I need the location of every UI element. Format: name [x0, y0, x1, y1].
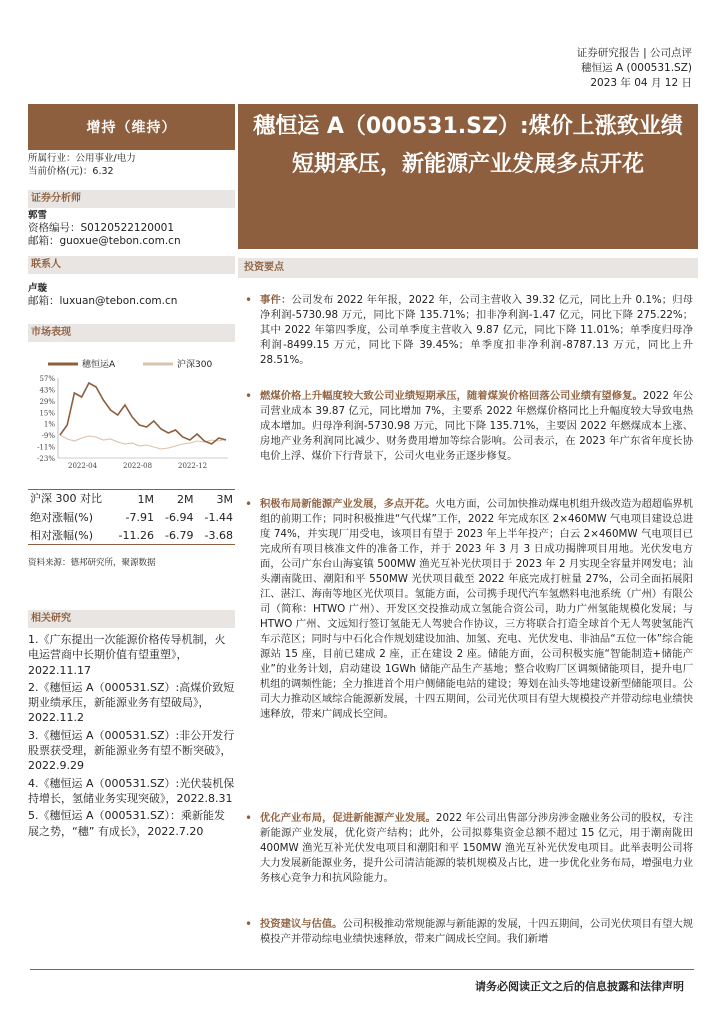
research-item[interactable]: 2.《穗恒运 A（000531.SZ）:高煤价致短期业绩承压，新能源业务有望破局》，2022.11.2 [28, 680, 235, 725]
bullet-icon: • [245, 811, 253, 825]
analyst-email[interactable]: 邮箱：guoxue@tebon.com.cn [28, 235, 181, 247]
perf-value: -3.68 [204, 528, 233, 542]
bullet-text: 火电方面，公司加快推动煤电机组升级改造为超超临界机组的前期工作；同时积极推进“气代煤”工作，2022 年完成东区 2×460MW 气电项目建设总进度 74%，并实现厂用受电，该项目有望于 2023 年上半年投产；白云 2×460MW 气电项目已完成所有项目核准文件的准备工作，并于 2023 年 3 月 3 日成功揭牌项目用地。光伏发电方面，公司广东台山海宴镇 500MW 渔光互补光伏项目于 2023 年 2 月实现全容量并网发电；汕头潮南陇田、潮阳和平 550MW 光伏项目截至 2022 年底完成打桩量 27%，公司全面拓展阳江、湛江、海南等地区光伏项目。氢能方面，公司携手现代汽车氢燃料电池系统（广州）有限公司（简称：HTWO 广州）、开发区交投推动成立氢能合资公司，助力广州氢能规模化发展；与 HTWO 广州、文远知行签订氢能无人驾驶合作协议，三方将联合打造全球首个无人驾驶氢能汽车示范区；同时与中石化合作规划建设加油、加氢、充电、光伏发电、非油品“五位一体”综合能源站 15 座，目前已建成 2 座，正在建设 2 座。储能方面，公司积极实施“智能制造+储能产业”的业务计划，启动建设 1GWh 储能产品生产基地；整合收购厂区调频储能项目，提升电厂机组的调频性能；全力推进首个用户侧储能电站的建设；筹划在汕头等地建设新型储能项目。公司大力推动区域综合能源新发展，十四五期间，公司光伏项目有望大规模投产并带动综电业绩快速释放，带来广阔成长空间。 [260, 498, 694, 720]
report-header [577, 46, 692, 91]
y-tick-label: 29% [39, 397, 55, 406]
rating-label: 增持（维持） [86, 120, 177, 136]
bullet-lead: 优化产业布局，促进新能源产业发展。 [260, 812, 436, 824]
x-tick-label: 2022-04 [68, 462, 98, 470]
bullet-icon: • [245, 917, 253, 931]
investment-highlights-heading: 投资要点 [238, 258, 698, 278]
analyst-name: 郭雪 [28, 210, 48, 221]
contact-email[interactable]: 邮箱：luxuan@tebon.com.cn [28, 295, 178, 307]
performance-table [28, 489, 235, 545]
legend-label: 沪深300 [177, 360, 213, 370]
bullet-coal-price [243, 389, 693, 464]
report-title: 穗恒运 A（000531.SZ）:煤价上涨致业绩短期承压，新能源产业发展多点开花 [238, 104, 698, 249]
report-date: 2023 年 04 月 12 日 [590, 77, 692, 89]
x-tick-label: 2022-12 [178, 462, 208, 470]
bullet-text: 2022 年公司出售部分涉房涉金融业务公司的股权，专注新能源产业发展，优化资产结构；此外，公司拟募集资金总额不超过 15 亿元，用于潮南陇田 400MW 渔光互补光伏发电项目和潮阳和平 150MW 渔光互补光伏发电项目。此举表明公司将大力发展新能源业务，提升公司清洁能源的装机规模及占比，进一步优化业务布局，增强电力业务核心竞争力和抗风险能力。 [260, 812, 693, 884]
bullet-icon: • [245, 497, 253, 511]
contact-heading: 联系人 [28, 256, 235, 274]
bullet-lead: 事件： [260, 294, 292, 306]
performance-chart-svg [28, 354, 235, 484]
perf-col-2m: 2M [176, 492, 194, 506]
research-heading: 相关研究 [28, 610, 235, 628]
research-item[interactable]: 5.《穗恒运 A（000531.SZ）：乘新能发展之势，“穗” 有成长》，2022.7.20 [28, 809, 226, 838]
research-item[interactable]: 1.《广东提出一次能源价格传导机制，火电运营商中长期价值有望重塑》，2022.11.17 [28, 633, 226, 677]
y-tick-label: -11% [37, 443, 55, 452]
perf-row-label: 绝对涨幅(%) [30, 511, 94, 524]
bullet-lead: 投资建议与估值。 [260, 918, 343, 930]
legend-label: 穗恒运A [82, 360, 116, 370]
research-item[interactable]: 3.《穗恒运 A（000531.SZ）:非公开发行股票获受理，新能源业务有望不断突破》，2022.9.29 [28, 728, 235, 773]
bullet-layout [243, 811, 693, 886]
series-line [60, 383, 226, 444]
perf-value: -6.79 [165, 528, 194, 542]
perf-value: -7.91 [125, 510, 154, 524]
y-tick-label: 15% [39, 409, 55, 418]
y-tick-label: 43% [39, 386, 55, 395]
y-tick-label: 57% [39, 375, 55, 383]
bullet-text: 公司积极推动常规能源与新能源的发展，十四五期间，公司光伏项目有望大规模投产并带动综电业绩快速释放，带来广阔成长空间。我们新增 [260, 918, 694, 945]
perf-header-row [28, 490, 235, 508]
bullet-icon: • [245, 389, 253, 403]
bullet-lead: 积极布局新能源产业发展，多点开花。 [260, 498, 436, 510]
x-tick-label: 2022-08 [123, 462, 153, 470]
perf-col-3m: 3M [216, 492, 233, 506]
bullet-text: 公司发布 2022 年年报，2022 年，公司主营收入 39.32 亿元，同比上升 0.1%；归母净利润-5730.98 万元，同比下降 135.71%；扣非净利润-1.47 亿元，同比下降 275.22%；其中 2022 年第四季度，公司单季度主营收入 9.87 亿元，同比下降 11.01%；单季度归母净利润-8499.15 万元，同比下降 39.45%；单季度扣非净利润-8787.13 万元，同比上升 28.51%。 [260, 294, 693, 366]
perf-row-relative [28, 526, 235, 544]
perf-value: -1.44 [204, 510, 233, 524]
perf-row-label: 相对涨幅(%) [30, 529, 94, 542]
perf-value: -6.94 [165, 510, 194, 524]
perf-head-label: 沪深 300 对比 [30, 492, 102, 505]
perf-col-1m: 1M [137, 492, 154, 506]
left-sidebar [28, 152, 235, 342]
market-heading: 市场表现 [28, 324, 235, 342]
analyst-heading: 证券分析师 [28, 190, 235, 208]
report-type: 证券研究报告 | 公司点评 [576, 47, 692, 59]
research-item[interactable]: 4.《穗恒运 A（000531.SZ）:光伏装机保持增长，氢储业务实现突破》，2022.8.31 [28, 776, 235, 805]
bullet-text: 2022 年公司营业成本 39.87 亿元，同比增加 7%，主要系 2022 年燃煤价格同比上升幅度较大导致电热成本增加。归母净利润-5730.98 万元，同比下降 135.71%，主要因 2022 年燃煤成本上涨、房地产业务利润同比减少、财务费用增加等综合影响。公司表示，在 2023 年广东省年度长协电价上浮、煤价下行背景下，公司火电业务正逐步修复。 [260, 390, 693, 462]
bullet-investment-advice [243, 917, 693, 947]
analyst-cert: 资格编号：S0120522120001 [28, 222, 175, 234]
bullet-new-energy [243, 497, 693, 722]
bullet-lead: 燃煤价格上升幅度较大致公司业绩短期承压，随着煤炭价格回落公司业绩有望修复。 [260, 390, 643, 402]
market-chart [28, 354, 235, 484]
rating-box [28, 104, 235, 150]
industry: 所属行业：公用事业/电力 [28, 153, 136, 164]
y-tick-label: -23% [37, 455, 55, 463]
y-tick-label: 1% [43, 420, 55, 429]
footer-disclaimer[interactable]: 请务必阅读正文之后的信息披露和法律声明 [475, 980, 684, 993]
data-source: 资料来源：德邦研究所，聚源数据 [28, 558, 156, 568]
contact-name: 卢璇 [28, 283, 48, 294]
company-code: 穗恒运 A (000531.SZ) [581, 62, 692, 74]
related-research [28, 610, 235, 839]
perf-row-absolute [28, 508, 235, 526]
y-tick-label: -9% [41, 432, 55, 441]
footer-divider [30, 969, 694, 970]
bullet-event [243, 293, 693, 368]
bullet-icon: • [245, 293, 253, 307]
current-price: 当前价格(元)：6.32 [28, 166, 114, 177]
perf-value: -11.26 [118, 528, 154, 542]
